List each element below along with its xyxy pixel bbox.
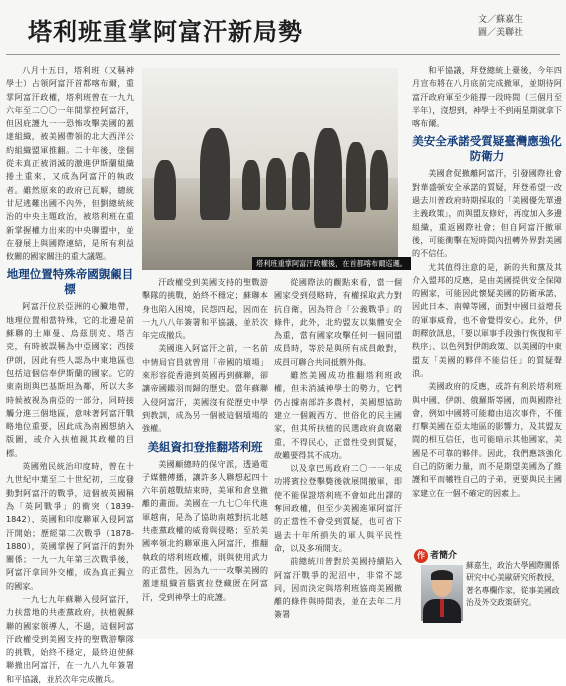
column-3 xyxy=(274,276,402,634)
paragraph: 雖然美國成功推翻塔利班政權，但未消滅神學士的勢力，它們仍占據南部許多農村，美國想協助建立一個親西方、世俗化的民主國家，但其所扶植的民選政府貪腐嚴重，不得民心，正當性受到質疑，故難要得其不成功。 xyxy=(274,370,402,460)
photo-figure xyxy=(292,152,310,210)
photo-figure xyxy=(242,160,260,210)
portrait-tie xyxy=(440,599,444,617)
column-1 xyxy=(6,64,134,684)
photo-figure xyxy=(346,142,366,212)
author-badge: 作 xyxy=(414,549,428,563)
photo-figure xyxy=(370,150,388,210)
paragraph: 汗政權受到美國支持的聖戰游擊隊的挑戰，始終不穩定；蘇聯本身也陷入困境，民怨四起，因而在一九八八年簽署和平協議，並於次年完成撤兵。 xyxy=(142,277,268,341)
portrait-hair xyxy=(431,570,453,580)
article-title: 塔利班重掌阿富汗新局勢 xyxy=(28,18,303,46)
photo-caption: 塔利班重掌阿富汗政權後，在首都喀布爾巡邏。 xyxy=(252,257,411,270)
paragraph: 從國際法的觀點來看，當一個國家受到侵略時，有權採取武力對抗自衛，因為符合「公義戰爭」的條件，此外，北約盟友以集體安全為重，當有國家攻擊任何一個同盟成員時，等於是與所有成員敵對，成員可聯合共同抵禦外侮。 xyxy=(274,277,402,367)
paragraph: 美國顧總時的保守派，透過電子媒體傳播，讓許多人聯想起四十六年前越戰結束時，美軍和倉皇撤離的畫面。美國在一九七〇年代進軍越南，是為了協助南越對抗北越共產黨政權的威脅與侵略；至於美國率領北約聯軍進入阿富汗，推翻執政的塔利班政權，則與使用武力的正當性，因為九一一攻擊美國的蓋達組織首腦賓拉登藏匿在阿富汗，受到神學士的庇護。 xyxy=(142,458,268,602)
paragraph: 前總統川普對於美國持續陷入阿富汗戰爭的泥沼中，非常不認同，因而決定與塔利班協商美國撤離的條件與時間表，並在去年二月簽署 xyxy=(274,556,402,620)
subheading-geography: 地理位置特殊帝國覬覦目標 xyxy=(6,267,134,297)
author-heading-text: 者簡介 xyxy=(430,551,458,561)
column-4 xyxy=(412,64,562,542)
subheading-us: 美組資扣登推翻塔利班 xyxy=(147,439,263,454)
byline xyxy=(478,14,523,40)
author-heading xyxy=(414,548,457,563)
paragraph: 尤其值得注意的是，新的共和黨及其介入盟邦的反應，是由美國提供安全保障的國家，可能因此懷疑美國的防衛承諾，因此日本、南韓等國，面對中國日益增長的軍事威脅，也不會覺得安心。此外，伊朗釋放訊息，「要以軍事手段強行恢復和平秩序」、以色列對伊朗政策、以美國的中東盟友「美國的夥伴不能信任」的質疑聲浪。 xyxy=(412,261,562,378)
author-portrait xyxy=(421,565,463,621)
header-rule xyxy=(6,54,560,55)
photo-figure xyxy=(266,158,286,210)
author-bio: 蘇嘉生，政治大學國際關係研究中心美歐研究所教授，著名專欄作家，從事美國政治及外交政策研究。 xyxy=(466,561,560,608)
paragraph: 英國殖民統治印度時，曾在十九世紀中葉至二十世紀初，三度發動對阿富汗的戰爭，這個被英國稱為「英阿戰爭」的衝突（1839-1842）、英國和印度聯軍入侵阿富汗開始；歷經第二次戰爭（1878-1880），英國掌握了阿富汗的對外關係；一九一九年第三次戰爭後，阿富汗拿回外交權，成為真正獨立的國家。 xyxy=(6,461,134,591)
photo-figure xyxy=(200,128,230,220)
photo-figure xyxy=(154,160,176,220)
paragraph: 八月十五日，塔利班（又稱神學士）占領阿富汗首都喀布爾，重掌阿富汗政權，塔利班曾在一九九六年至二〇〇一年間掌控阿富汗，但因庇護九一一恐怖攻擊美國的蓋達組織，被美國帶領的北大西洋公約組織盟軍推翻。二十年後，塗個從未真正被消滅的激進伊斯蘭組織捲土重來，又成為阿富汗的執政者。雖然原來的政府已瓦解，總統甘尼逃難出國不內外，但劉總統統治的中央主題政治，被塔利班在重新掌握權力出來的中央聯盟中，並在發展上與國際連結，是所有利益攸關的國家關注的重大議題。 xyxy=(6,65,134,262)
paragraph: 美國政府的反應，或許有利於塔利班與中國、伊朗、俄羅斯等國，而與國際社會，例如中國將可能藉由這次事件，不僅打擊美國在亞太地區的影響力，及其盟友間的相互信任，也可能暗示其他國家，美國是不可靠的夥伴。因此，我們應該強化自己的防衛力量，而不是期望美國為了維護和平而犧牲自己的子弟，更要與民主國家建立在一個不確定的因素上。 xyxy=(412,381,562,498)
paragraph: 一九七九年蘇聯入侵阿富汗，力扶當地的共產黨政府，扶植親蘇聯的國家領導人，不過，這個阿富汗政權受到美國支持的聖戰游擊隊的挑戰，始終不穩定，最終迫使蘇聯撤出阿富汗，在一九八九年簽署和平協議，並於次年完成撤兵。 xyxy=(6,593,134,684)
paragraph: 以及拿巴馬政府二〇一一年成功將賓拉登擊斃後就展開撤軍，即使不能保證塔利班不會如此出譯的奪回政權，但至少美國進軍阿富汗的正當性不會受到質疑，也可省下過去十年所損失的軍人與平民性命，以及多項開支。 xyxy=(274,463,402,553)
photo-figure xyxy=(314,128,342,228)
news-photo xyxy=(142,68,398,270)
paragraph: 和平協議，拜登總統上臺後，今年四月宣布將在八月底前完成撤軍，並期待阿富汗政府軍至少能撐一段時間（三個月至半年），沒想到，神學士不到兩星期就拿下喀布爾。 xyxy=(412,65,562,129)
paragraph: 阿富汗位於亞洲的心臟地帶，地理位置相當特殊，它的北邊是前蘇聯的土庫曼、烏茲別克、塔吉克，有時被誤稱為中亞國家；西接伊朗，因此有些人認為中東地區也包括這個信奉伊斯蘭的國家。它的東南則與巴基斯坦為鄰，所以大多時候被視為南亞的一部分，同時接觸分進三個地區，意味著阿富汗戰略地位重要，因此成為南國想納入版圖，或介入扶植親其政權的目標。 xyxy=(6,301,134,458)
column-2 xyxy=(142,276,268,634)
paragraph: 美國倉促撤離阿富汗，引發國際社會對華盛頓安全承諾的質疑，拜登希望一改過去川普政府時期採取的「美國優先單邊主義政策」，而與盟友修好，再度加入多邊組織，重返國際社會；但自阿富汗撤軍後，可能衝擊在短時間內扭轉外界對美國的不信任。 xyxy=(412,168,562,259)
byline-author: 文／蘇嘉生 xyxy=(478,15,524,25)
subheading-security: 美安全承諾受質疑臺灣應強化防衛力 xyxy=(412,134,562,164)
paragraph: 美國進入阿富汗之前，一名前中情局官員就曾用「帝國的墳場」來形容從香港到英國再到蘇聯，卻讓帝國鎩羽而歸的歷史。當年蘇聯入侵阿富汗，美國沒有從歷史中學到教訓，成為另一個被這個墳場的強權。 xyxy=(142,343,268,434)
byline-photo: 圖／美聯社 xyxy=(478,28,524,38)
